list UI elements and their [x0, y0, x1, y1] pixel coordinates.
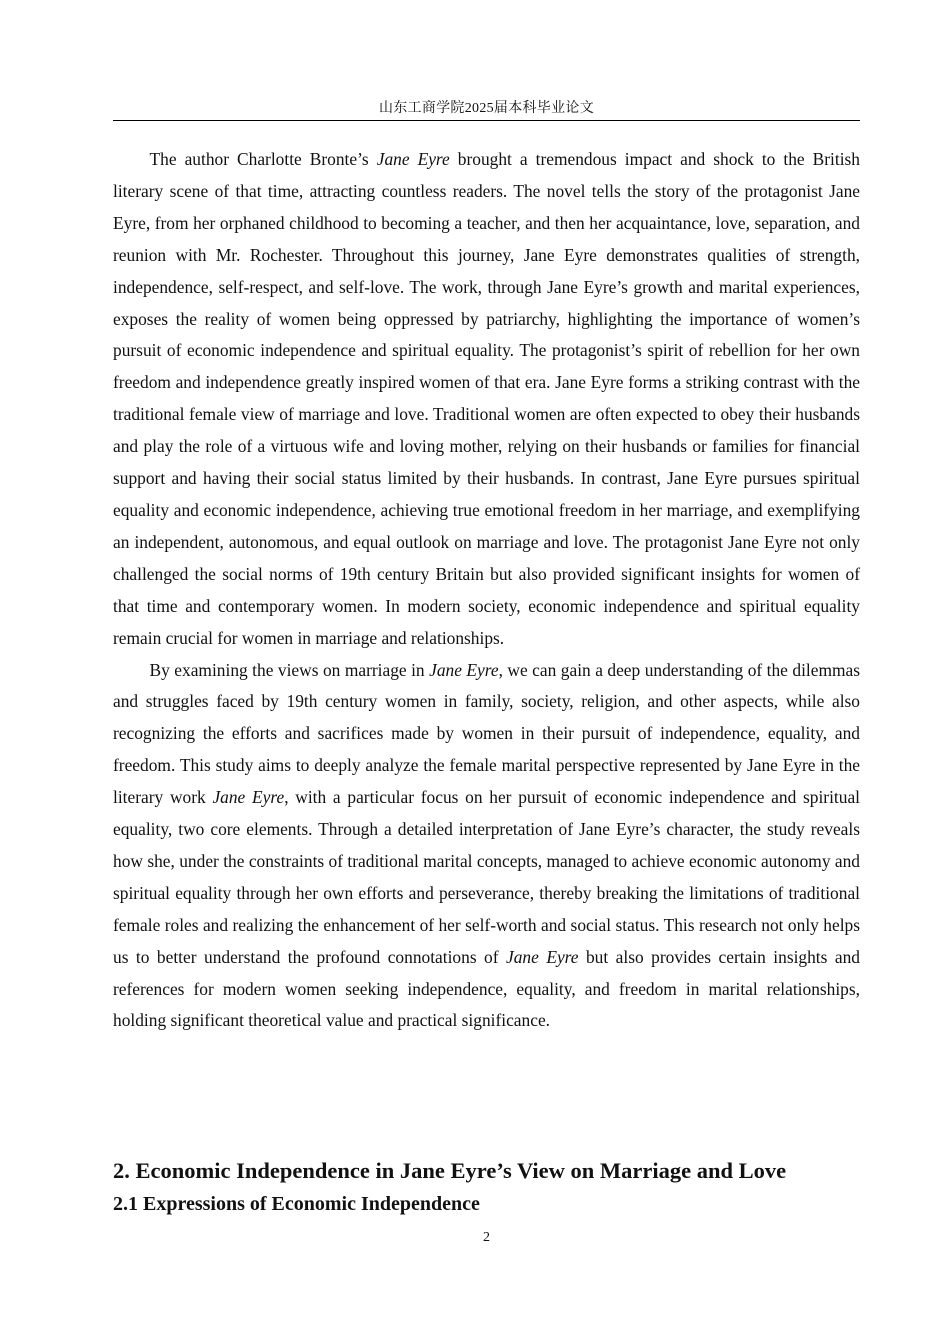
section-heading: 2. Economic Independence in Jane Eyre’s View on Marriage and Love: [113, 1158, 787, 1183]
book-title-italic: Jane Eyre: [429, 659, 499, 680]
running-header: 山东工商学院2025届本科毕业论文: [378, 101, 595, 116]
paragraph-2-text-b: , we can gain a deep understanding of the dilemmas and struggles faced by 19th century women in family, society, religion, and other aspects, while also recognizing the efforts and sacrifices made by women in their pursuit of independence, equality, and freedom. This study aims to deeply analyze the female marital perspective represented by Jane Eyre in the literary work: [113, 659, 860, 808]
paragraph-1-text-b: brought a tremendous impact and shock to the British literary scene of that time, attracting countless readers. The novel tells the story of the protagonist Jane Eyre, from her orphaned childhood to becoming a teacher, and then her acquaintance, love, separation, and reunion with Mr. Rochester. Throughout this journey, Jane Eyre demonstrates qualities of strength, independence, self-respect, and self-love. The work, through Jane Eyre’s growth and marital experiences, exposes the reality of women being oppressed by patriarchy, highlighting the importance of women’s pursuit of economic independence and spiritual equality. The protagonist’s spirit of rebellion for her own freedom and independence greatly inspired women of that era. Jane Eyre forms a striking contrast with the traditional female view of marriage and love. Traditional women are often expected to obey their husbands and play the role of a virtuous wife and loving mother, relying on their husbands or families for financial support and having their social status limited by their husbands. In contrast, Jane Eyre pursues spiritual equality and economic independence, achieving true emotional freedom in her marriage, and exemplifying an independent, autonomous, and equal outlook on marriage and love. The protagonist Jane Eyre not only challenged the social norms of 19th century Britain but also provided significant insights for women of that time and contemporary women. In modern society, economic independence and spiritual equality remain crucial for women in marriage and relationships.: [113, 149, 860, 648]
paragraph-1: [113, 144, 860, 655]
header-rule: [113, 120, 860, 121]
paragraph-2-text-d: but also provides certain insights and references for modern women seeking independence, equality, and freedom in marital relationships, holding significant theoretical value and practical significance.: [113, 946, 860, 1031]
paragraph-2-text-c: , with a particular focus on her pursuit of economic independence and spiritual equality, two core elements. Through a detailed interpretation of Jane Eyre’s character, the study reveals how she, under the constraints of traditional marital concepts, managed to achieve economic autonomy and spiritual equality through her own efforts and perseverance, thereby breaking the limitations of traditional female roles and realizing the enhancement of her self-worth and social status. This research not only helps us to better understand the profound connotations of: [113, 787, 860, 967]
paragraph-2-text-a: By examining the views on marriage in: [149, 659, 430, 680]
paragraph-2: [113, 655, 860, 1038]
body-text: [113, 144, 860, 1037]
page-number: 2: [483, 1230, 490, 1245]
book-title-italic: Jane Eyre: [506, 946, 579, 967]
book-title-italic: Jane Eyre: [376, 149, 450, 169]
subsection-heading: 2.1 Expressions of Economic Independence: [113, 1193, 480, 1215]
book-title-italic: Jane Eyre: [212, 787, 285, 808]
paragraph-1-text-a: The author Charlotte Bronte’s: [149, 149, 377, 169]
